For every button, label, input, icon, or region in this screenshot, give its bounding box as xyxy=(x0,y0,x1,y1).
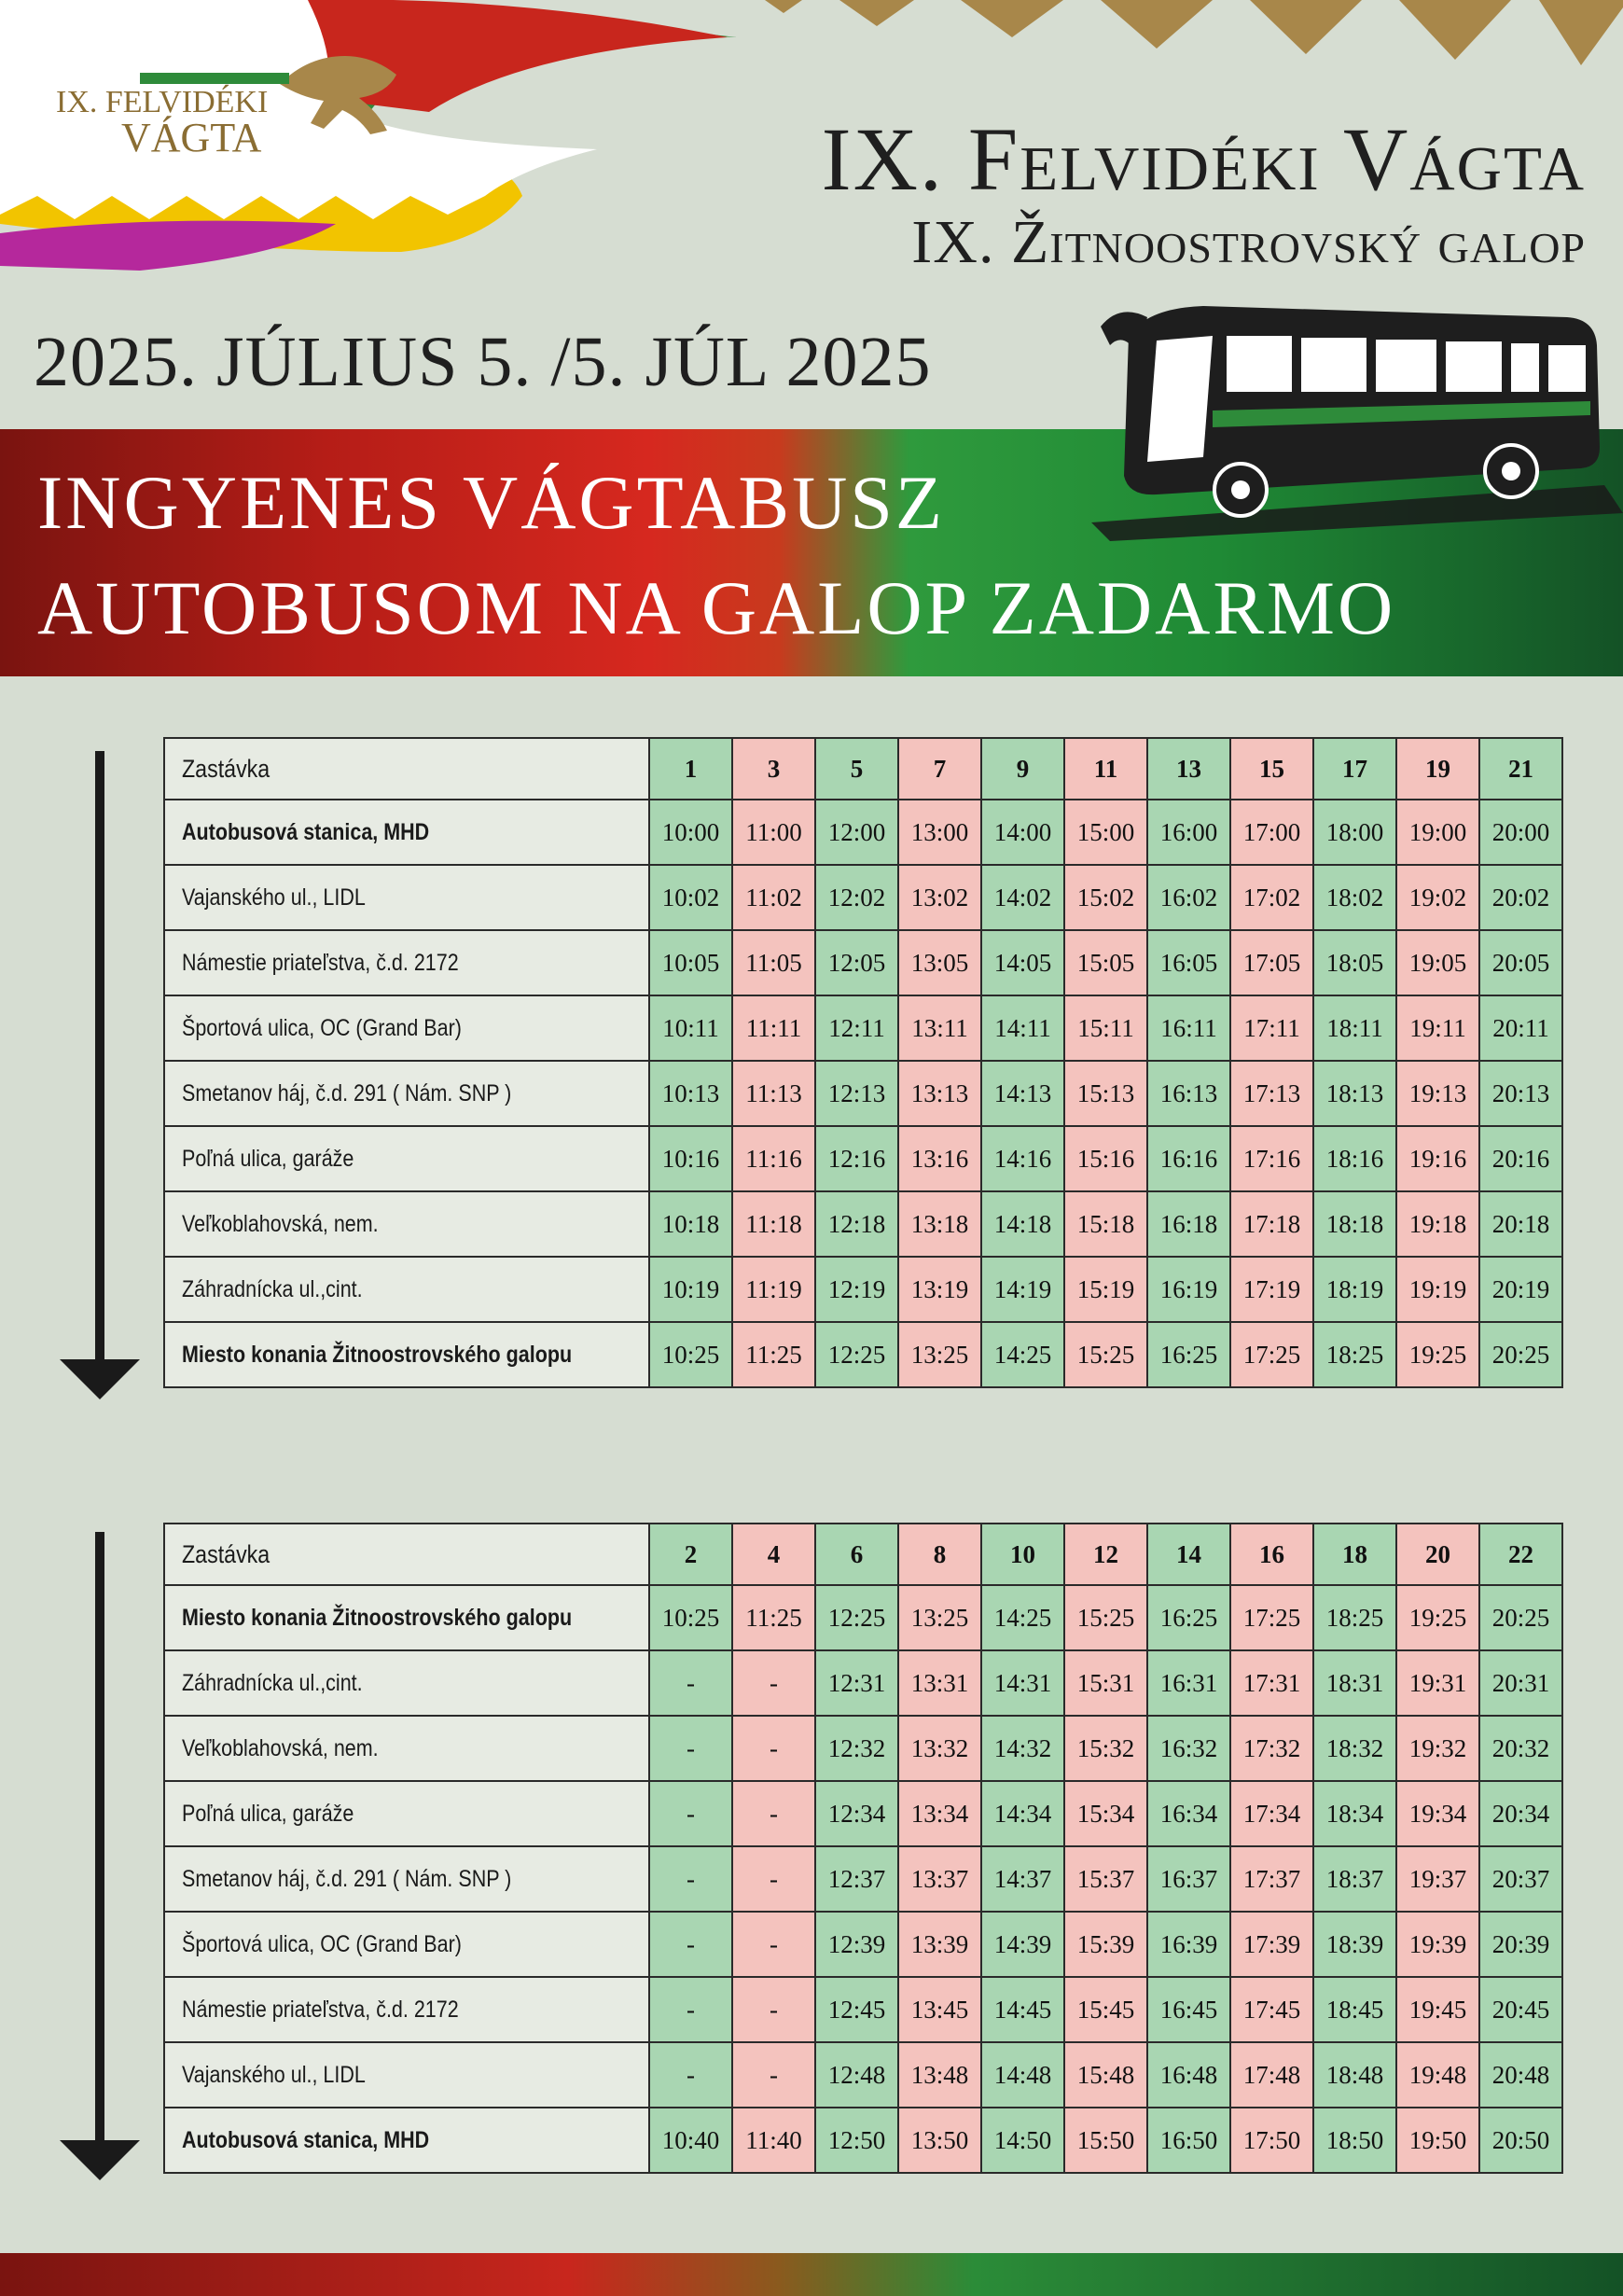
departure-time: 14:13 xyxy=(981,1061,1064,1126)
departure-time: 15:19 xyxy=(1064,1257,1147,1322)
departure-time: 15:50 xyxy=(1064,2108,1147,2173)
departure-time: 19:37 xyxy=(1396,1846,1479,1912)
departure-time: 16:18 xyxy=(1147,1191,1230,1257)
departure-time: 20:31 xyxy=(1479,1650,1562,1716)
departure-time: 20:39 xyxy=(1479,1912,1562,1977)
stop-name: Poľná ulica, garáže xyxy=(164,1126,649,1191)
table-row xyxy=(164,2108,1562,2173)
departure-time: 18:11 xyxy=(1313,995,1396,1061)
departure-time: 14:34 xyxy=(981,1781,1064,1846)
departure-time: 12:25 xyxy=(815,1322,898,1387)
departure-time: 12:48 xyxy=(815,2042,898,2108)
departure-time: 11:40 xyxy=(732,2108,815,2173)
event-date: 2025. JÚLIUS 5. /5. JÚL 2025 xyxy=(34,323,932,401)
departure-time: 12:25 xyxy=(815,1585,898,1650)
trip-number-header: 15 xyxy=(1230,738,1313,800)
stop-name: Miesto konania Žitnoostrovského galopu xyxy=(164,1322,649,1387)
departure-time: 10:19 xyxy=(649,1257,732,1322)
departure-time: 16:39 xyxy=(1147,1912,1230,1977)
departure-time: 16:45 xyxy=(1147,1977,1230,2042)
departure-time: 11:19 xyxy=(732,1257,815,1322)
departure-time: 11:05 xyxy=(732,930,815,995)
departure-time: 15:05 xyxy=(1064,930,1147,995)
departure-time: 15:00 xyxy=(1064,800,1147,865)
departure-time: 18:50 xyxy=(1313,2108,1396,2173)
table-header-row xyxy=(164,1524,1562,1585)
logo-text-line2: VÁGTA xyxy=(121,115,262,160)
departure-time: 14:02 xyxy=(981,865,1064,930)
trip-number-header: 19 xyxy=(1396,738,1479,800)
departure-time: 12:39 xyxy=(815,1912,898,1977)
table-row xyxy=(164,1257,1562,1322)
stop-name: Smetanov háj, č.d. 291 ( Nám. SNP ) xyxy=(164,1846,649,1912)
departure-time: 13:32 xyxy=(898,1716,981,1781)
departure-time: 18:16 xyxy=(1313,1126,1396,1191)
departure-time: 18:18 xyxy=(1313,1191,1396,1257)
departure-time: 16:25 xyxy=(1147,1322,1230,1387)
departure-time: 17:25 xyxy=(1230,1585,1313,1650)
departure-time: - xyxy=(649,2042,732,2108)
trip-number-header: 5 xyxy=(815,738,898,800)
departure-time: 18:45 xyxy=(1313,1977,1396,2042)
departure-time: 12:31 xyxy=(815,1650,898,1716)
departure-time: 14:11 xyxy=(981,995,1064,1061)
trip-number-header: 7 xyxy=(898,738,981,800)
departure-time: - xyxy=(649,1716,732,1781)
departure-time: 11:02 xyxy=(732,865,815,930)
departure-time: 15:16 xyxy=(1064,1126,1147,1191)
stop-name: Záhradnícka ul.,cint. xyxy=(164,1257,649,1322)
trip-number-header: 10 xyxy=(981,1524,1064,1585)
departure-time: - xyxy=(732,1716,815,1781)
trip-number-header: 21 xyxy=(1479,738,1562,800)
trip-number-header: 4 xyxy=(732,1524,815,1585)
trip-number-header: 12 xyxy=(1064,1524,1147,1585)
departure-time: 15:34 xyxy=(1064,1781,1147,1846)
bottom-decorative-bar xyxy=(0,2253,1623,2296)
departure-time: 18:25 xyxy=(1313,1322,1396,1387)
departure-time: - xyxy=(649,1977,732,2042)
departure-time: 19:16 xyxy=(1396,1126,1479,1191)
table-row xyxy=(164,1191,1562,1257)
departure-time: 11:16 xyxy=(732,1126,815,1191)
departure-time: 18:48 xyxy=(1313,2042,1396,2108)
table-row xyxy=(164,1716,1562,1781)
departure-time: 11:13 xyxy=(732,1061,815,1126)
departure-time: 13:50 xyxy=(898,2108,981,2173)
trip-number-header: 13 xyxy=(1147,738,1230,800)
departure-time: 11:25 xyxy=(732,1585,815,1650)
departure-time: 15:37 xyxy=(1064,1846,1147,1912)
departure-time: 16:34 xyxy=(1147,1781,1230,1846)
departure-time: 18:02 xyxy=(1313,865,1396,930)
departure-time: 13:34 xyxy=(898,1781,981,1846)
departure-time: 17:31 xyxy=(1230,1650,1313,1716)
departure-time: 16:00 xyxy=(1147,800,1230,865)
table-row xyxy=(164,1126,1562,1191)
departure-time: 12:19 xyxy=(815,1257,898,1322)
departure-time: 13:16 xyxy=(898,1126,981,1191)
stop-name: Námestie priateľstva, č.d. 2172 xyxy=(164,930,649,995)
departure-time: 14:00 xyxy=(981,800,1064,865)
table-row xyxy=(164,800,1562,865)
departure-time: 14:50 xyxy=(981,2108,1064,2173)
felvideki-vagta-logo xyxy=(0,0,737,280)
departure-time: 10:13 xyxy=(649,1061,732,1126)
departure-time: 18:32 xyxy=(1313,1716,1396,1781)
departure-time: 14:25 xyxy=(981,1322,1064,1387)
stop-name: Športová ulica, OC (Grand Bar) xyxy=(164,1912,649,1977)
departure-time: 18:13 xyxy=(1313,1061,1396,1126)
departure-time: 15:18 xyxy=(1064,1191,1147,1257)
stop-name: Autobusová stanica, MHD xyxy=(164,800,649,865)
departure-time: 12:11 xyxy=(815,995,898,1061)
departure-time: 20:48 xyxy=(1479,2042,1562,2108)
departure-time: 12:34 xyxy=(815,1781,898,1846)
departure-time: 20:50 xyxy=(1479,2108,1562,2173)
departure-time: 18:25 xyxy=(1313,1585,1396,1650)
departure-time: 13:39 xyxy=(898,1912,981,1977)
table-row xyxy=(164,1061,1562,1126)
departure-time: 10:11 xyxy=(649,995,732,1061)
departure-time: 19:00 xyxy=(1396,800,1479,865)
departure-time: 17:25 xyxy=(1230,1322,1313,1387)
departure-time: 20:05 xyxy=(1479,930,1562,995)
departure-time: 19:18 xyxy=(1396,1191,1479,1257)
timetable-outbound xyxy=(163,737,1563,1388)
departure-time: 18:39 xyxy=(1313,1912,1396,1977)
banner-title-slovak: AUTOBUSOM NA GALOP ZADARMO xyxy=(37,565,1396,650)
departure-time: 16:31 xyxy=(1147,1650,1230,1716)
departure-time: 20:25 xyxy=(1479,1585,1562,1650)
departure-time: 10:18 xyxy=(649,1191,732,1257)
departure-time: 13:19 xyxy=(898,1257,981,1322)
departure-time: 16:25 xyxy=(1147,1585,1230,1650)
departure-time: 17:18 xyxy=(1230,1191,1313,1257)
departure-time: 19:25 xyxy=(1396,1322,1479,1387)
departure-time: 16:19 xyxy=(1147,1257,1230,1322)
departure-time: 19:50 xyxy=(1396,2108,1479,2173)
table-row xyxy=(164,1322,1562,1387)
departure-time: 15:25 xyxy=(1064,1585,1147,1650)
departure-time: 15:11 xyxy=(1064,995,1147,1061)
departure-time: 17:50 xyxy=(1230,2108,1313,2173)
departure-time: - xyxy=(649,1650,732,1716)
trip-number-header: 16 xyxy=(1230,1524,1313,1585)
departure-time: 20:34 xyxy=(1479,1781,1562,1846)
departure-time: 17:05 xyxy=(1230,930,1313,995)
table-row xyxy=(164,995,1562,1061)
table-row xyxy=(164,1846,1562,1912)
stop-name: Smetanov háj, č.d. 291 ( Nám. SNP ) xyxy=(164,1061,649,1126)
departure-time: 19:45 xyxy=(1396,1977,1479,2042)
departure-time: 17:16 xyxy=(1230,1126,1313,1191)
departure-time: 15:48 xyxy=(1064,2042,1147,2108)
departure-time: 17:39 xyxy=(1230,1912,1313,1977)
departure-time: 20:16 xyxy=(1479,1126,1562,1191)
departure-time: 10:05 xyxy=(649,930,732,995)
departure-time: 20:45 xyxy=(1479,1977,1562,2042)
stop-name: Autobusová stanica, MHD xyxy=(164,2108,649,2173)
banner-title-hungarian: INGYENES VÁGTABUSZ xyxy=(37,460,945,545)
departure-time: 18:05 xyxy=(1313,930,1396,995)
departure-time: 10:40 xyxy=(649,2108,732,2173)
trip-number-header: 6 xyxy=(815,1524,898,1585)
departure-time: 17:48 xyxy=(1230,2042,1313,2108)
departure-time: 19:39 xyxy=(1396,1912,1479,1977)
departure-time: 19:11 xyxy=(1396,995,1479,1061)
departure-time: 14:19 xyxy=(981,1257,1064,1322)
departure-time: 15:45 xyxy=(1064,1977,1147,2042)
departure-time: 13:00 xyxy=(898,800,981,865)
stop-name: Športová ulica, OC (Grand Bar) xyxy=(164,995,649,1061)
title-hungarian: IX. Felvidéki Vágta xyxy=(821,109,1586,209)
departure-time: 11:00 xyxy=(732,800,815,865)
departure-time: - xyxy=(649,1912,732,1977)
departure-time: 16:05 xyxy=(1147,930,1230,995)
logo-text-line1: IX. FELVIDÉKI xyxy=(56,85,269,119)
departure-time: 15:13 xyxy=(1064,1061,1147,1126)
departure-time: 13:48 xyxy=(898,2042,981,2108)
departure-time: 15:02 xyxy=(1064,865,1147,930)
departure-time: 19:32 xyxy=(1396,1716,1479,1781)
trip-number-header: 22 xyxy=(1479,1524,1562,1585)
trip-number-header: 9 xyxy=(981,738,1064,800)
departure-time: 19:34 xyxy=(1396,1781,1479,1846)
departure-time: 18:31 xyxy=(1313,1650,1396,1716)
departure-time: 13:45 xyxy=(898,1977,981,2042)
timetable-return xyxy=(163,1523,1563,2174)
stop-name: Záhradnícka ul.,cint. xyxy=(164,1650,649,1716)
departure-time: 13:02 xyxy=(898,865,981,930)
departure-time: 18:34 xyxy=(1313,1781,1396,1846)
departure-time: 20:37 xyxy=(1479,1846,1562,1912)
departure-time: 20:18 xyxy=(1479,1191,1562,1257)
departure-time: 15:31 xyxy=(1064,1650,1147,1716)
bus-icon xyxy=(1073,299,1623,541)
departure-time: 10:16 xyxy=(649,1126,732,1191)
departure-time: 12:50 xyxy=(815,2108,898,2173)
departure-time: 20:02 xyxy=(1479,865,1562,930)
departure-time: 15:39 xyxy=(1064,1912,1147,1977)
departure-time: 14:31 xyxy=(981,1650,1064,1716)
departure-time: 13:18 xyxy=(898,1191,981,1257)
departure-time: 16:11 xyxy=(1147,995,1230,1061)
trip-number-header: 11 xyxy=(1064,738,1147,800)
departure-time: 20:11 xyxy=(1479,995,1562,1061)
departure-time: 11:18 xyxy=(732,1191,815,1257)
table-row xyxy=(164,930,1562,995)
trip-number-header: 20 xyxy=(1396,1524,1479,1585)
table-header-row xyxy=(164,738,1562,800)
departure-time: 18:37 xyxy=(1313,1846,1396,1912)
departure-time: 17:45 xyxy=(1230,1977,1313,2042)
departure-time: 10:02 xyxy=(649,865,732,930)
departure-time: 20:32 xyxy=(1479,1716,1562,1781)
departure-time: - xyxy=(649,1781,732,1846)
departure-time: - xyxy=(649,1846,732,1912)
departure-time: 14:05 xyxy=(981,930,1064,995)
departure-time: 19:13 xyxy=(1396,1061,1479,1126)
trip-number-header: 14 xyxy=(1147,1524,1230,1585)
stop-name: Vajanského ul., LIDL xyxy=(164,865,649,930)
departure-time: 14:45 xyxy=(981,1977,1064,2042)
stop-name: Veľkoblahovská, nem. xyxy=(164,1716,649,1781)
departure-time: 16:13 xyxy=(1147,1061,1230,1126)
departure-time: 17:32 xyxy=(1230,1716,1313,1781)
departure-time: 20:25 xyxy=(1479,1322,1562,1387)
departure-time: - xyxy=(732,1650,815,1716)
departure-time: 12:13 xyxy=(815,1061,898,1126)
departure-time: 14:48 xyxy=(981,2042,1064,2108)
departure-time: 19:31 xyxy=(1396,1650,1479,1716)
stop-name: Vajanského ul., LIDL xyxy=(164,2042,649,2108)
departure-time: 12:32 xyxy=(815,1716,898,1781)
departure-time: 14:39 xyxy=(981,1912,1064,1977)
departure-time: 17:02 xyxy=(1230,865,1313,930)
direction-arrow-down xyxy=(60,751,140,1404)
departure-time: 16:50 xyxy=(1147,2108,1230,2173)
trip-number-header: 1 xyxy=(649,738,732,800)
departure-time: 17:13 xyxy=(1230,1061,1313,1126)
departure-time: 18:00 xyxy=(1313,800,1396,865)
trip-number-header: 17 xyxy=(1313,738,1396,800)
table-row xyxy=(164,865,1562,930)
table-row xyxy=(164,1650,1562,1716)
departure-time: 13:25 xyxy=(898,1322,981,1387)
departure-time: 17:19 xyxy=(1230,1257,1313,1322)
trip-number-header: 18 xyxy=(1313,1524,1396,1585)
departure-time: 11:25 xyxy=(732,1322,815,1387)
departure-time: 19:25 xyxy=(1396,1585,1479,1650)
departure-time: 15:32 xyxy=(1064,1716,1147,1781)
departure-time: 14:25 xyxy=(981,1585,1064,1650)
departure-time: 16:48 xyxy=(1147,2042,1230,2108)
stop-name: Miesto konania Žitnoostrovského galopu xyxy=(164,1585,649,1650)
departure-time: - xyxy=(732,1977,815,2042)
departure-time: 16:16 xyxy=(1147,1126,1230,1191)
departure-time: - xyxy=(732,1912,815,1977)
departure-time: 10:00 xyxy=(649,800,732,865)
stop-name: Poľná ulica, garáže xyxy=(164,1781,649,1846)
departure-time: 19:02 xyxy=(1396,865,1479,930)
departure-time: 16:37 xyxy=(1147,1846,1230,1912)
departure-time: 19:05 xyxy=(1396,930,1479,995)
departure-time: 12:18 xyxy=(815,1191,898,1257)
departure-time: 13:31 xyxy=(898,1650,981,1716)
stop-column-header: Zastávka xyxy=(164,1524,649,1585)
table-row xyxy=(164,1781,1562,1846)
departure-time: 13:13 xyxy=(898,1061,981,1126)
departure-time: 20:19 xyxy=(1479,1257,1562,1322)
table-row xyxy=(164,1585,1562,1650)
departure-time: - xyxy=(732,1781,815,1846)
departure-time: 17:11 xyxy=(1230,995,1313,1061)
direction-arrow-down-return xyxy=(60,1532,140,2185)
title-slovak: IX. Žitnoostrovský galop xyxy=(911,208,1586,276)
departure-time: 10:25 xyxy=(649,1585,732,1650)
decorative-triangles xyxy=(746,0,1623,75)
departure-time: 13:05 xyxy=(898,930,981,995)
departure-time: 19:19 xyxy=(1396,1257,1479,1322)
departure-time: 19:48 xyxy=(1396,2042,1479,2108)
departure-time: 18:19 xyxy=(1313,1257,1396,1322)
departure-time: 14:37 xyxy=(981,1846,1064,1912)
departure-time: 13:37 xyxy=(898,1846,981,1912)
departure-time: 12:05 xyxy=(815,930,898,995)
departure-time: 20:13 xyxy=(1479,1061,1562,1126)
departure-time: 17:37 xyxy=(1230,1846,1313,1912)
table-row xyxy=(164,2042,1562,2108)
departure-time: 13:11 xyxy=(898,995,981,1061)
departure-time: - xyxy=(732,2042,815,2108)
departure-time: 16:02 xyxy=(1147,865,1230,930)
stop-column-header: Zastávka xyxy=(164,738,649,800)
stop-name: Veľkoblahovská, nem. xyxy=(164,1191,649,1257)
departure-time: 12:00 xyxy=(815,800,898,865)
departure-time: 11:11 xyxy=(732,995,815,1061)
table-row xyxy=(164,1977,1562,2042)
stop-name: Námestie priateľstva, č.d. 2172 xyxy=(164,1977,649,2042)
trip-number-header: 8 xyxy=(898,1524,981,1585)
departure-time: - xyxy=(732,1846,815,1912)
departure-time: 16:32 xyxy=(1147,1716,1230,1781)
departure-time: 10:25 xyxy=(649,1322,732,1387)
departure-time: 15:25 xyxy=(1064,1322,1147,1387)
departure-time: 17:34 xyxy=(1230,1781,1313,1846)
departure-time: 12:16 xyxy=(815,1126,898,1191)
table-row xyxy=(164,1912,1562,1977)
departure-time: 20:00 xyxy=(1479,800,1562,865)
trip-number-header: 3 xyxy=(732,738,815,800)
departure-time: 17:00 xyxy=(1230,800,1313,865)
departure-time: 13:25 xyxy=(898,1585,981,1650)
departure-time: 12:37 xyxy=(815,1846,898,1912)
departure-time: 14:18 xyxy=(981,1191,1064,1257)
departure-time: 12:02 xyxy=(815,865,898,930)
departure-time: 14:32 xyxy=(981,1716,1064,1781)
departure-time: 12:45 xyxy=(815,1977,898,2042)
departure-time: 14:16 xyxy=(981,1126,1064,1191)
trip-number-header: 2 xyxy=(649,1524,732,1585)
